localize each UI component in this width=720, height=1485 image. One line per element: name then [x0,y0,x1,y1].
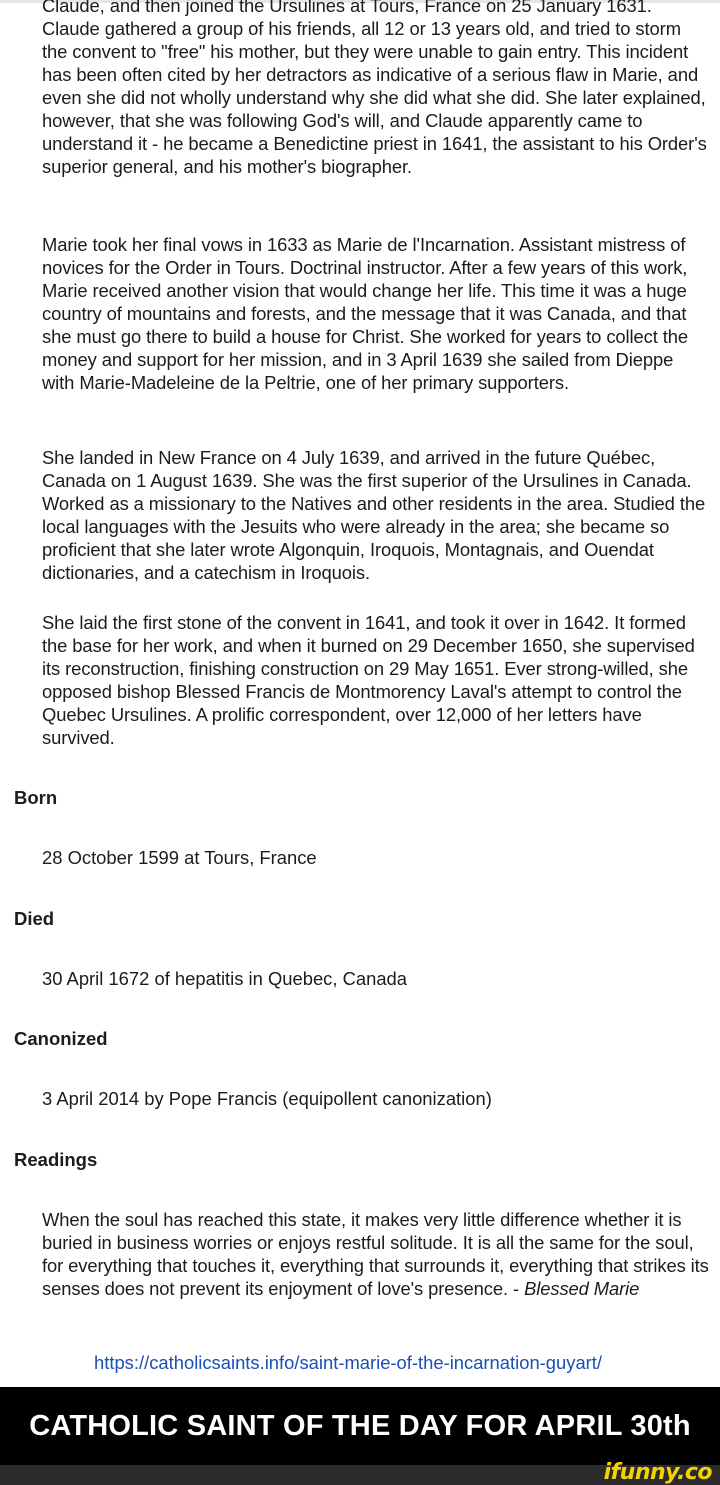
quote-author: Blessed Marie [524,1278,640,1299]
paragraph-claude: Claude, and then joined the Ursulines at Tours, France on 25 January 1631. Claude gathered a group of his friends, all 12 or 13 years old, and tried to storm the convent to "free" his mother, but they were unable to gain entry. This incident has been often cited by her detractors as indicative of a serious flaw in Marie, and even she did not wholly understand why she did what she did. She later explained, however, that she was following God's will, and Claude apparently came to understand it - he became a Benedictine priest in 1641, the assistant to his Order's superior general, and his mother's biographer. [42,0,707,177]
caption-banner [0,1387,720,1465]
paragraph-convent: She laid the first stone of the convent in 1641, and took it over in 1642. It formed the base for her work, and when it burned on 29 December 1650, she supervised its reconstruction, finishing construction on 29 May 1651. Ever strong-willed, she opposed bishop Blessed Francis de Montmorency Laval's attempt to control the Quebec Ursulines. A prolific correspondent, over 12,000 of her letters have survived. [42,612,695,748]
paragraph-new-france: She landed in New France on 4 July 1639, and arrived in the future Québec, Canada on 1 August 1639. She was the first superior of the Ursulines in Canada. Worked as a missionary to the Natives and other residents in the area. Studied the local languages with the Jesuits who were already in the area; she became so proficient that she later wrote Algonquin, Iroquois, Montagnais, and Ouendat dictionaries, and a catechism in Iroquois. [42,447,706,583]
readings-label: Readings [14,1149,98,1170]
born-value: 28 October 1599 at Tours, France [42,847,317,868]
canonized-label: Canonized [14,1028,108,1049]
died-value: 30 April 1672 of hepatitis in Quebec, Canada [42,968,408,989]
caption-title: CATHOLIC SAINT OF THE DAY FOR APRIL 30th [29,1409,691,1442]
readings-quote [42,1208,710,1300]
quote-text: When the soul has reached this state, it makes very little difference whether it is buried in business worries or enjoys restful solitude. It is all the same for the soul, for everything that touches it, everything that surrounds it, everything that strikes its senses does not prevent its enjoyment of love's presence. - [42,1209,709,1299]
watermark-bar [0,1460,720,1485]
ifunny-watermark: ifunny.co [603,1460,712,1485]
paragraph-final-vows: Marie took her final vows in 1633 as Marie de l'Incarnation. Assistant mistress of novices for the Order in Tours. Doctrinal instructor. After a few years of this work, Marie received another vision that would change her life. This time it was a huge country of mountains and forests, and the message that it was Canada, and that she must go there to build a house for Christ. She worked for years to collect the money and support for her mission, and in 3 April 1639 she sailed from Dieppe with Marie-Madeleine de la Peltrie, one of her primary supporters. [42,234,689,393]
source-link[interactable]: https://catholicsaints.info/saint-marie-of-the-incarnation-guyart/ [94,1352,603,1373]
died-label: Died [14,908,55,929]
born-label: Born [14,787,58,808]
canonized-value: 3 April 2014 by Pope Francis (equipollent canonization) [42,1088,492,1109]
